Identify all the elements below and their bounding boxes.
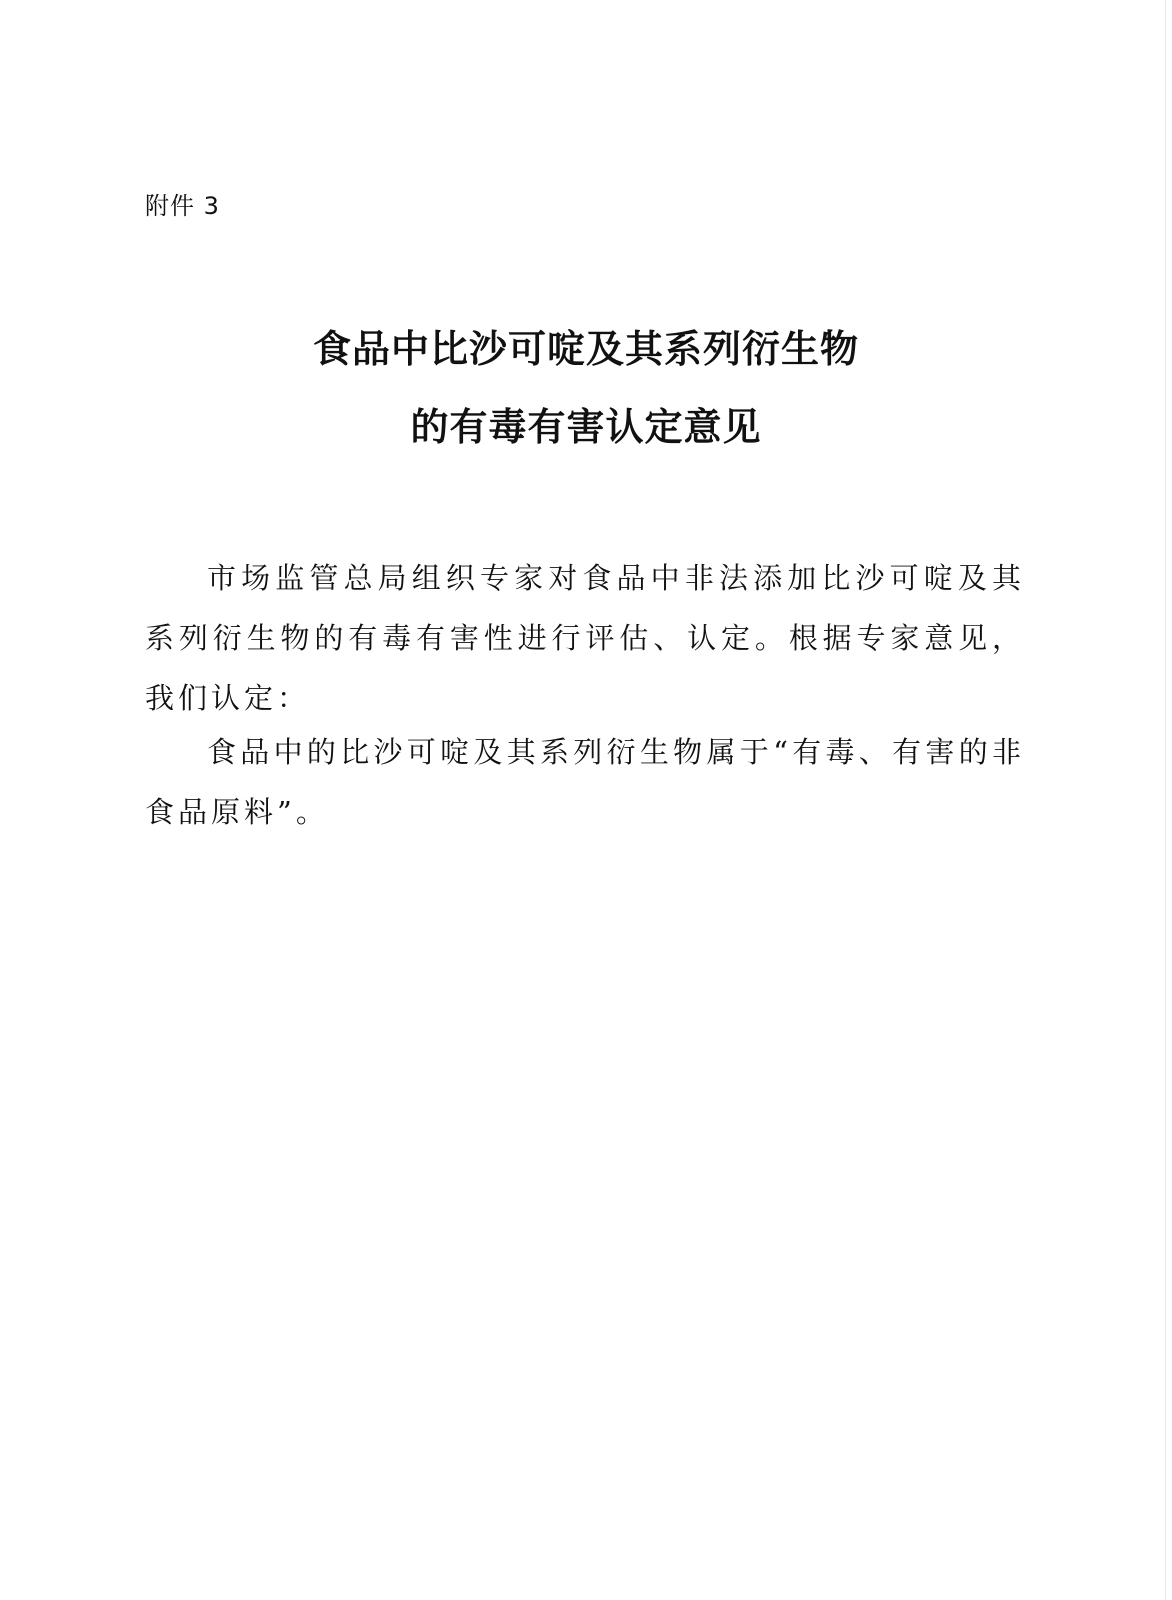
body-paragraph-2: 食品中的比沙可啶及其系列衍生物属于“有毒、有害的非食品原料”。: [145, 735, 1025, 829]
body-paragraph-1: 市场监管总局组织专家对食品中非法添加比沙可啶及其系列衍生物的有毒有害性进行评估、认定。根据专家意见，我们认定：: [145, 561, 1025, 715]
attachment-label: 附件 3: [145, 192, 220, 220]
document-title-line-2: 的有毒有害认定意见: [410, 404, 762, 449]
page-edge: [1165, 0, 1166, 1600]
document-title-line-1: 食品中比沙可啶及其系列衍生物: [312, 326, 859, 371]
